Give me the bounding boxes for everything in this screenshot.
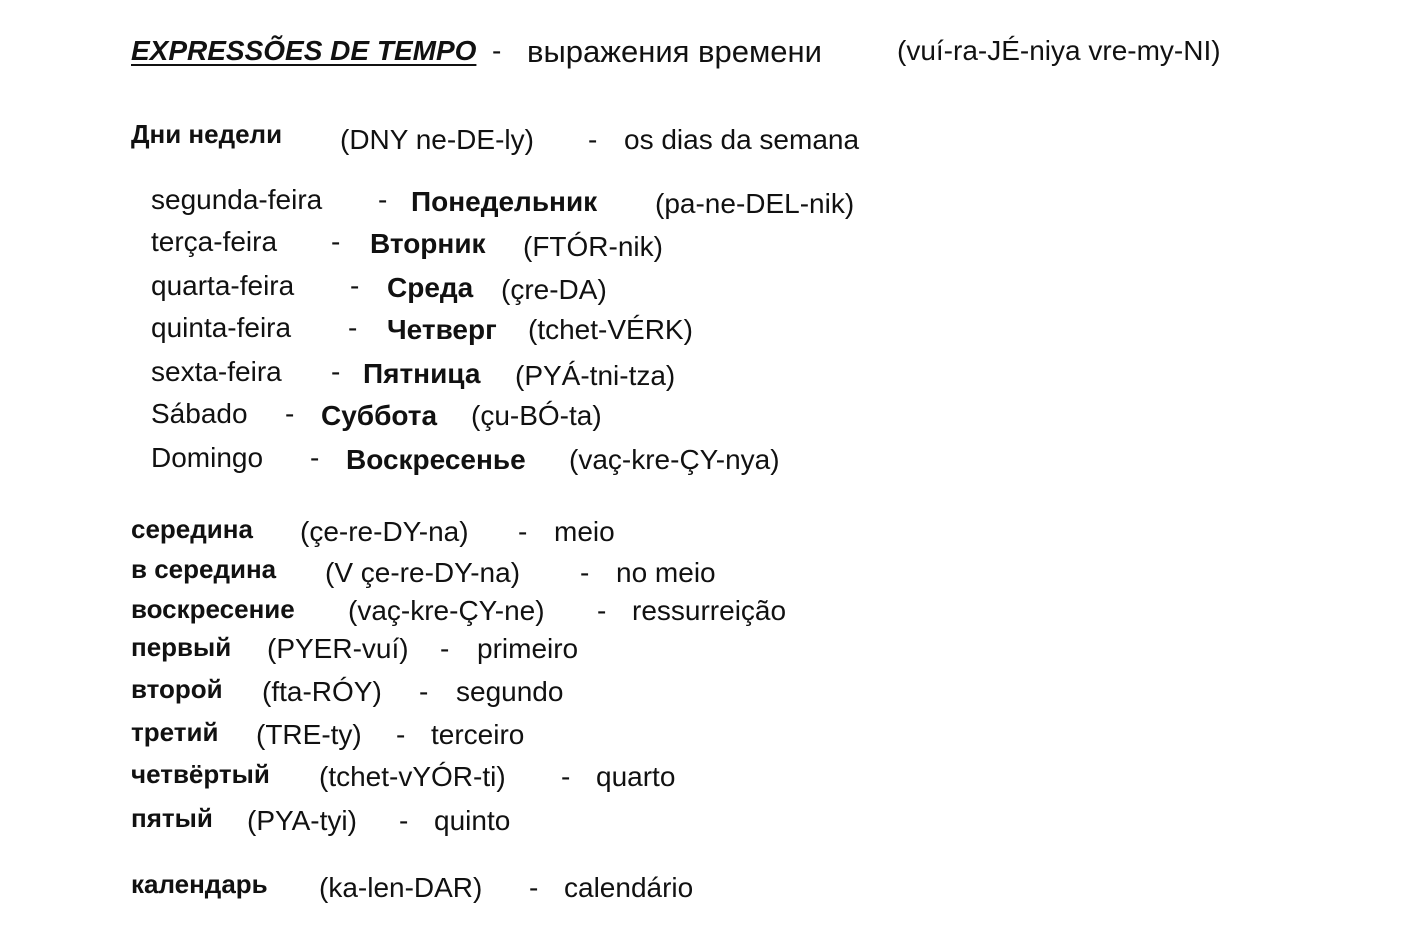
day-dash: - [331, 356, 341, 387]
vocab-pronunciation: (PYER-vuí) [267, 633, 409, 664]
day-dash: - [350, 270, 360, 301]
vocab-pronunciation: (PYA-tyi) [247, 805, 357, 836]
day-dash: - [331, 226, 341, 257]
day-portuguese: terça-feira [151, 226, 278, 257]
vocab-dash: - [597, 595, 607, 626]
day-dash: - [348, 312, 358, 343]
vocab-russian: первый [131, 632, 232, 662]
day-russian: Пятница [363, 358, 481, 389]
day-pronunciation: (vaç-kre-ÇY-nya) [569, 444, 780, 475]
vocab-dash: - [396, 719, 406, 750]
vocab-dash: - [561, 761, 571, 792]
day-pronunciation: (pa-ne-DEL-nik) [655, 188, 855, 219]
week-heading-dash: - [588, 124, 598, 155]
calendar-portuguese: calendário [564, 872, 694, 903]
vocab-pronunciation: (vaç-kre-ÇY-ne) [348, 595, 545, 626]
vocab-russian: пятый [131, 803, 213, 833]
vocab-portuguese: no meio [616, 557, 716, 588]
day-portuguese: sexta-feira [151, 356, 282, 387]
day-russian: Суббота [321, 400, 438, 431]
day-russian: Четверг [387, 314, 497, 345]
day-portuguese: Sábado [151, 398, 248, 429]
calendar-pronunciation: (ka-len-DAR) [319, 872, 483, 903]
vocab-russian: середина [131, 514, 253, 544]
week-heading-pronunciation: (DNY ne-DE-ly) [340, 124, 534, 155]
vocab-dash: - [580, 557, 590, 588]
vocab-dash: - [440, 633, 450, 664]
day-dash: - [285, 398, 295, 429]
vocab-dash: - [518, 516, 528, 547]
title-dash: - [492, 35, 502, 66]
vocab-russian: второй [131, 674, 223, 704]
vocab-russian: третий [131, 717, 219, 747]
day-pronunciation: (FTÓR-nik) [523, 231, 663, 262]
day-russian: Среда [387, 272, 474, 303]
week-heading-portuguese: os dias da semana [624, 124, 860, 155]
vocab-portuguese: meio [554, 516, 615, 547]
vocab-pronunciation: (V çe-re-DY-na) [325, 557, 521, 588]
vocab-russian: воскресение [131, 594, 295, 624]
vocab-pronunciation: (çe-re-DY-na) [300, 516, 469, 547]
vocab-pronunciation: (fta-RÓY) [262, 676, 382, 707]
day-russian: Понедельник [411, 186, 598, 217]
calendar-dash: - [529, 872, 539, 903]
vocab-dash: - [419, 676, 429, 707]
page-title: EXPRESSÕES DE TEMPO [131, 35, 477, 66]
day-pronunciation: (PYÁ-tni-tza) [515, 360, 676, 391]
day-dash: - [378, 184, 388, 215]
day-dash: - [310, 442, 320, 473]
vocab-portuguese: segundo [456, 676, 564, 707]
vocab-portuguese: terceiro [431, 719, 525, 750]
vocab-portuguese: ressurreição [632, 595, 787, 626]
title-pronunciation: (vuí-ra-JÉ-niya vre-my-NI) [897, 35, 1221, 66]
day-portuguese: Domingo [151, 442, 264, 473]
vocab-dash: - [399, 805, 409, 836]
day-russian: Воскресенье [346, 444, 526, 475]
day-russian: Вторник [370, 228, 486, 259]
vocab-russian: в середина [131, 554, 277, 584]
vocab-russian: четвёртый [131, 759, 270, 789]
vocab-pronunciation: (TRE-ty) [256, 719, 362, 750]
calendar-russian: календарь [131, 869, 268, 899]
week-heading-russian: Дни недели [131, 119, 283, 149]
day-portuguese: quinta-feira [151, 312, 292, 343]
vocab-portuguese: primeiro [477, 633, 579, 664]
title-russian: выражения времени [527, 34, 822, 69]
day-portuguese: quarta-feira [151, 270, 295, 301]
vocab-portuguese: quinto [434, 805, 511, 836]
vocab-portuguese: quarto [596, 761, 676, 792]
day-portuguese: segunda-feira [151, 184, 323, 215]
day-pronunciation: (çre-DA) [501, 274, 607, 305]
day-pronunciation: (çu-BÓ-ta) [471, 400, 602, 431]
day-pronunciation: (tchet-VÉRK) [528, 314, 693, 345]
vocab-pronunciation: (tchet-vYÓR-ti) [319, 761, 506, 792]
